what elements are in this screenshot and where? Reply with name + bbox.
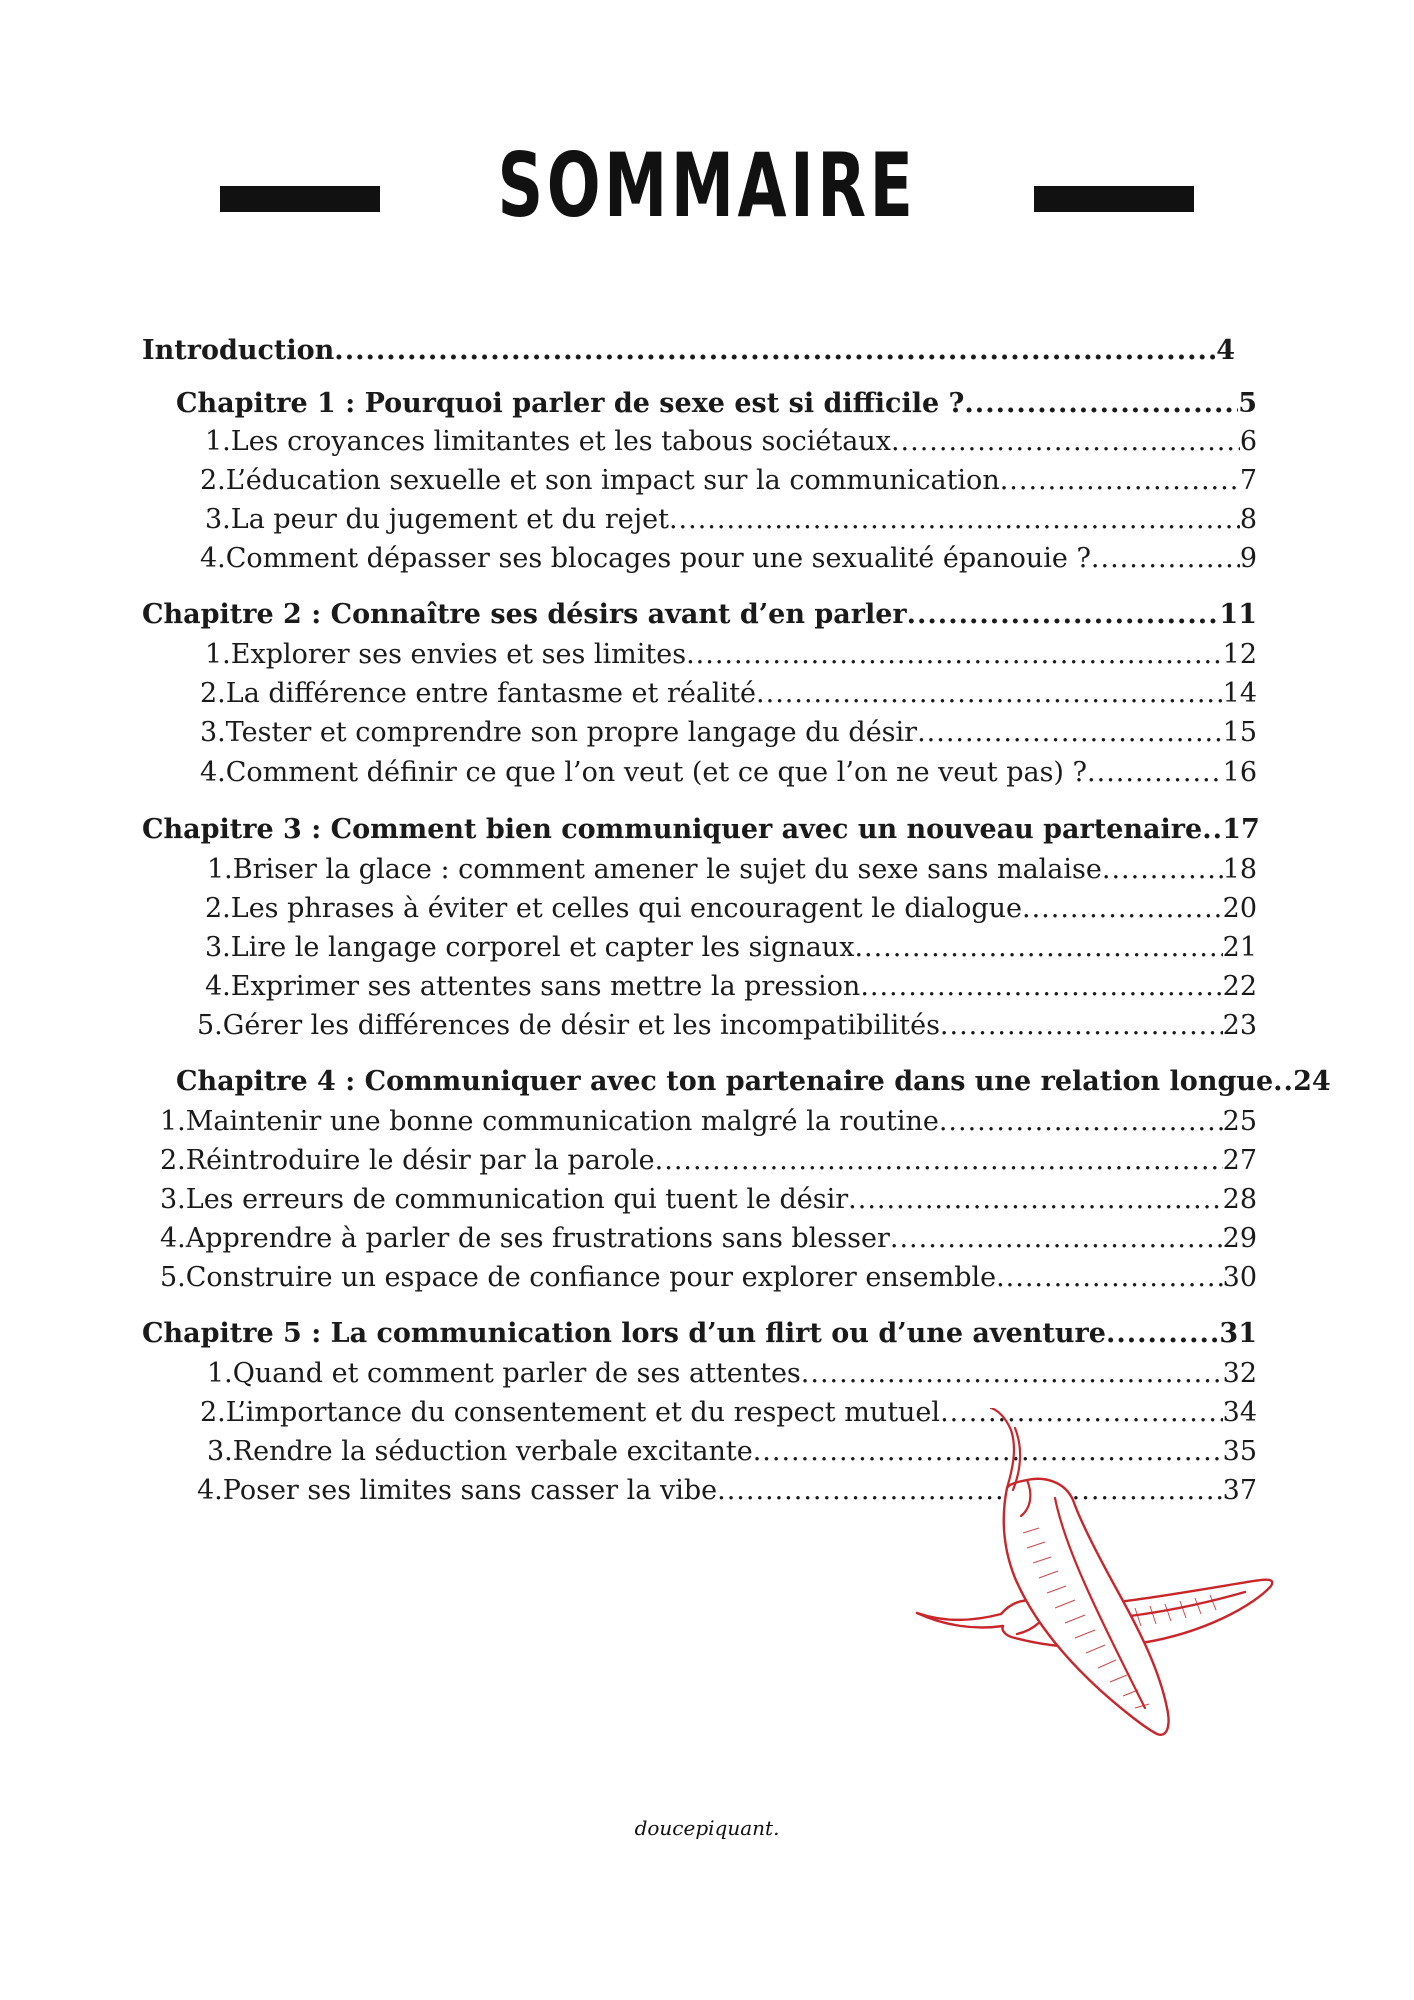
- toc-entry-label: 2.Les phrases à éviter et celles qui encouragent le dialogue: [205, 893, 1022, 924]
- toc-leader-dots: [1087, 755, 1223, 791]
- toc-leader-dots: [334, 333, 1216, 369]
- toc-entry-label: 1.Quand et comment parler de ses attentes: [207, 1358, 801, 1389]
- toc-leader-dots: [1102, 852, 1223, 888]
- toc-page-number: 7: [1239, 465, 1257, 496]
- toc-leader-dots: [917, 715, 1223, 751]
- toc-page-number: 4: [1216, 335, 1235, 366]
- toc-page-number: 27: [1222, 1145, 1257, 1176]
- toc-entry-label: 1.Les croyances limitantes et les tabous sociétaux: [205, 426, 891, 457]
- toc-entry-label: Chapitre 2 : Connaître ses désirs avant d’en parler: [142, 599, 907, 630]
- toc-leader-dots: [860, 969, 1222, 1005]
- toc-leader-dots: [939, 1104, 1223, 1140]
- toc-entry-label: 2.La différence entre fantasme et réalité: [200, 678, 757, 709]
- toc-entry-label: 5.Construire un espace de confiance pour explorer ensemble: [160, 1262, 997, 1293]
- toc-leader-dots: [940, 1008, 1223, 1044]
- toc-entry-label: 1.Briser la glace : comment amener le sujet du sexe sans malaise: [207, 854, 1102, 885]
- toc-section-entry: [205, 969, 1257, 1005]
- toc-entry-label: 3.La peur du jugement et du rejet: [205, 504, 669, 535]
- toc-section-entry: [160, 1182, 1257, 1218]
- toc-leader-dots: [848, 1182, 1222, 1218]
- toc-section-entry: [207, 1356, 1257, 1392]
- toc-leader-dots: [891, 424, 1240, 460]
- toc-page-number: 32: [1222, 1358, 1257, 1389]
- toc-section-entry: [200, 715, 1257, 751]
- toc-page-number: 30: [1222, 1262, 1257, 1293]
- toc-page-number: 9: [1239, 543, 1257, 574]
- toc-leader-dots: [1106, 1316, 1219, 1352]
- toc-section-entry: [200, 676, 1257, 712]
- toc-entry-label: 3.Les erreurs de communication qui tuent le désir: [160, 1184, 849, 1215]
- toc-entry-label: 2.L’importance du consentement et du respect mutuel: [200, 1397, 941, 1428]
- toc-leader-dots: [907, 597, 1220, 633]
- toc-page-number: 29: [1222, 1223, 1257, 1254]
- toc-leader-dots: [854, 930, 1222, 966]
- toc-section-entry: [205, 424, 1257, 460]
- toc-chapter-entry: [176, 1064, 1331, 1100]
- toc-page-number: 5: [1238, 388, 1257, 419]
- chili-peppers-icon: [905, 1408, 1275, 1738]
- toc-entry-label: 4.Apprendre à parler de ses frustrations sans blesser: [160, 1223, 890, 1254]
- toc-leader-dots: [756, 676, 1223, 712]
- toc-leader-dots: [669, 502, 1240, 538]
- toc-section-entry: [160, 1143, 1257, 1179]
- toc-leader-dots: [996, 1260, 1223, 1296]
- toc-leader-dots: [655, 1143, 1223, 1179]
- toc-page-number: 25: [1222, 1106, 1257, 1137]
- toc-leader-dots: [890, 1221, 1223, 1257]
- brand-logo: doucepiquant.: [634, 1816, 780, 1840]
- toc-entry-label: Chapitre 3 : Comment bien communiquer avec un nouveau partenaire: [142, 814, 1203, 845]
- toc-section-entry: [200, 541, 1257, 577]
- toc-leader-dots: [964, 386, 1238, 422]
- toc-entry-label: Introduction: [142, 335, 335, 366]
- toc-chapter-entry: [142, 597, 1257, 633]
- toc-leader-dots: [1202, 812, 1222, 848]
- toc-chapter-entry: [142, 812, 1260, 848]
- toc-chapter-entry: [142, 333, 1235, 369]
- toc-section-entry: [200, 755, 1257, 791]
- toc-page-number: 24: [1293, 1066, 1331, 1097]
- toc-page-number: 34: [1222, 1397, 1257, 1428]
- toc-leader-dots: [1091, 541, 1240, 577]
- toc-chapter-entry: [176, 386, 1257, 422]
- toc-chapter-entry: [142, 1316, 1257, 1352]
- toc-section-entry: [205, 637, 1257, 673]
- toc-page-number: 28: [1222, 1184, 1257, 1215]
- toc-section-entry: [205, 891, 1257, 927]
- toc-leader-dots: [686, 637, 1223, 673]
- toc-section-entry: [200, 463, 1257, 499]
- toc-section-entry: [160, 1221, 1257, 1257]
- toc-entry-label: 2.Réintroduire le désir par la parole: [160, 1145, 655, 1176]
- toc-leader-dots: [1022, 891, 1223, 927]
- toc-page-number: 6: [1239, 426, 1257, 457]
- toc-section-entry: [205, 930, 1257, 966]
- toc-page-number: 18: [1222, 854, 1257, 885]
- toc-leader-dots: [1273, 1064, 1293, 1100]
- toc-section-entry: [205, 502, 1257, 538]
- toc-entry-label: 3.Tester et comprendre son propre langage du désir: [200, 717, 918, 748]
- toc-page-number: 20: [1222, 893, 1257, 924]
- toc-entry-label: 2.L’éducation sexuelle et son impact sur la communication: [200, 465, 1000, 496]
- toc-page-number: 22: [1222, 971, 1257, 1002]
- toc-page-number: 31: [1219, 1318, 1257, 1349]
- toc-entry-label: 4.Poser ses limites sans casser la vibe: [197, 1475, 718, 1506]
- toc-page-number: 14: [1222, 678, 1257, 709]
- toc-page-number: 35: [1222, 1436, 1257, 1467]
- toc-page-number: 16: [1222, 757, 1257, 788]
- toc-page-number: 11: [1219, 599, 1257, 630]
- toc-section-entry: [197, 1008, 1257, 1044]
- page-title: SOMMAIRE: [497, 134, 917, 237]
- toc-leader-dots: [1000, 463, 1240, 499]
- toc-entry-label: Chapitre 5 : La communication lors d’un flirt ou d’une aventure: [142, 1318, 1106, 1349]
- toc-entry-label: 4.Exprimer ses attentes sans mettre la pression: [205, 971, 861, 1002]
- toc-entry-label: 4.Comment définir ce que l’on veut (et ce que l’on ne veut pas) ?: [200, 757, 1088, 788]
- toc-entry-label: 3.Lire le langage corporel et capter les signaux: [205, 932, 855, 963]
- toc-entry-label: Chapitre 4 : Communiquer avec ton partenaire dans une relation longue: [176, 1066, 1274, 1097]
- toc-entry-label: 1.Maintenir une bonne communication malgré la routine: [160, 1106, 939, 1137]
- toc-section-entry: [160, 1104, 1257, 1140]
- toc-entry-label: Chapitre 1 : Pourquoi parler de sexe est si difficile ?: [176, 388, 965, 419]
- toc-section-entry: [160, 1260, 1257, 1296]
- toc-entry-label: 5.Gérer les différences de désir et les incompatibilités: [197, 1010, 940, 1041]
- toc-page-number: 12: [1222, 639, 1257, 670]
- toc-section-entry: [207, 852, 1257, 888]
- toc-page-number: 23: [1222, 1010, 1257, 1041]
- toc-page-number: 8: [1239, 504, 1257, 535]
- toc-page-number: 15: [1222, 717, 1257, 748]
- toc-entry-label: 3.Rendre la séduction verbale excitante: [207, 1436, 753, 1467]
- toc-leader-dots: [801, 1356, 1223, 1392]
- toc-page-number: 21: [1222, 932, 1257, 963]
- toc-page-number: 37: [1222, 1475, 1257, 1506]
- toc-entry-label: 1.Explorer ses envies et ses limites: [205, 639, 687, 670]
- toc-entry-label: 4.Comment dépasser ses blocages pour une sexualité épanouie ?: [200, 543, 1091, 574]
- toc-page-number: 17: [1222, 814, 1260, 845]
